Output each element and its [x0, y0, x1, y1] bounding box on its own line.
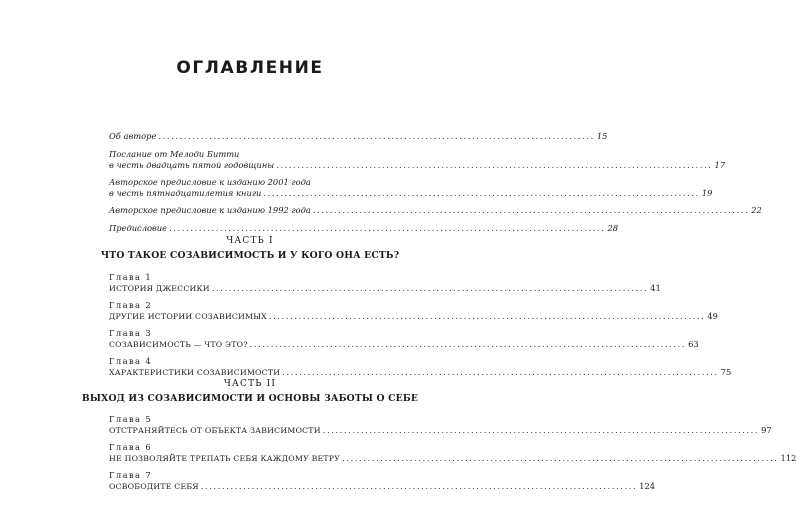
toc-entry-title: Об авторе [109, 131, 157, 141]
toc-entry-preface-1992[interactable] [109, 205, 762, 216]
toc-entry-title-line: Авторское предисловие к изданию 2001 года [109, 177, 311, 187]
toc-page-number: 124 [639, 481, 656, 491]
part-1-chapter-list [109, 272, 732, 378]
chapter-title: ИСТОРИЯ ДЖЕССИКИ [109, 284, 210, 293]
chapter-label: Глава 7 [109, 470, 153, 480]
dot-leader: ....................................................................................................... [211, 283, 649, 293]
toc-entry-title: в честь пятнадцатилетия книги [109, 188, 262, 198]
dot-leader: ....................................................................................................... [312, 205, 750, 215]
dot-leader: ....................................................................................................... [263, 188, 700, 198]
dot-leader: ....................................................................................................... [282, 367, 719, 377]
chapter-label: Глава 1 [109, 272, 153, 282]
part-2-chapter-list [109, 414, 796, 492]
part-title: ВЫХОД ИЗ СОЗАВИСИМОСТИ И ОСНОВЫ ЗАБОТЫ О СЕБЕ [81, 393, 419, 404]
part-label: ЧАСТЬ II [223, 379, 277, 389]
chapter-title: ХАРАКТЕРИСТИКИ СОЗАВИСИМОСТИ [109, 368, 281, 377]
toc-page-number: 15 [596, 131, 608, 141]
toc-chapter-3[interactable] [109, 328, 699, 350]
toc-entry-foreword[interactable] [109, 223, 619, 234]
chapter-label: Глава 4 [109, 356, 153, 366]
front-matter-list [109, 131, 762, 234]
toc-entry-preface-2001[interactable] [109, 177, 713, 199]
dot-leader: ....................................................................................................... [200, 481, 638, 491]
toc-page-number: 97 [761, 425, 772, 435]
dot-leader: ....................................................................................................... [322, 425, 760, 435]
chapter-title: ДРУГИЕ ИСТОРИИ СОЗАВИСИМЫХ [109, 312, 267, 321]
chapter-title: ОТСТРАНЯЙТЕСЬ ОТ ОБЪЕКТА ЗАВИСИМОСТИ [109, 426, 321, 435]
toc-chapter-1[interactable] [109, 272, 661, 294]
page-title: ОГЛАВЛЕНИЕ [176, 58, 324, 78]
dot-leader: ....................................................................................................... [158, 131, 595, 141]
toc-page-number: 28 [607, 223, 619, 233]
chapter-label: Глава 5 [109, 414, 153, 424]
chapter-title: СОЗАВИСИМОСТЬ — ЧТО ЭТО? [109, 340, 248, 349]
toc-entry-title: в честь двадцать пятой годовщины [109, 160, 275, 170]
toc-page-number: 75 [720, 367, 732, 377]
toc-chapter-4[interactable] [109, 356, 732, 378]
dot-leader: ....................................................................................................... [249, 339, 687, 349]
toc-entry-title: Предисловие [109, 223, 168, 233]
toc-chapter-7[interactable] [109, 470, 656, 492]
toc-entry-title: Авторское предисловие к изданию 1992 года [109, 205, 311, 215]
toc-entry-melody-message[interactable] [109, 149, 726, 171]
dot-leader: ....................................................................................................... [276, 160, 713, 170]
chapter-title: НЕ ПОЗВОЛЯЙТЕ ТРЕПАТЬ СЕБЯ КАЖДОМУ ВЕТРУ [109, 454, 341, 463]
toc-entry-title-line: Послание от Мелоди Битти [109, 149, 240, 159]
toc-page-number: 63 [688, 339, 699, 349]
toc-chapter-6[interactable] [109, 442, 796, 464]
toc-page-number: 41 [650, 283, 661, 293]
toc-page-number: 19 [701, 188, 713, 198]
toc-chapter-2[interactable] [109, 300, 718, 322]
part-label: ЧАСТЬ I [226, 236, 274, 246]
dot-leader: ....................................................................................................... [169, 223, 606, 233]
chapter-label: Глава 2 [109, 300, 153, 310]
toc-page-number: 17 [714, 160, 726, 170]
toc-page-number: 22 [751, 205, 762, 215]
toc-page-number: 49 [707, 311, 718, 321]
chapter-label: Глава 6 [109, 442, 153, 452]
toc-page-number: 112 [780, 453, 796, 463]
chapter-label: Глава 3 [109, 328, 153, 338]
dot-leader: ....................................................................................................... [268, 311, 706, 321]
chapter-title: ОСВОБОДИТЕ СЕБЯ [109, 482, 199, 491]
toc-chapter-5[interactable] [109, 414, 772, 436]
part-title: ЧТО ТАКОЕ СОЗАВИСИМОСТЬ И У КОГО ОНА ЕСТЬ? [100, 250, 400, 261]
toc-entry-about-author[interactable] [109, 131, 608, 142]
dot-leader: ....................................................................................................... [342, 453, 779, 463]
